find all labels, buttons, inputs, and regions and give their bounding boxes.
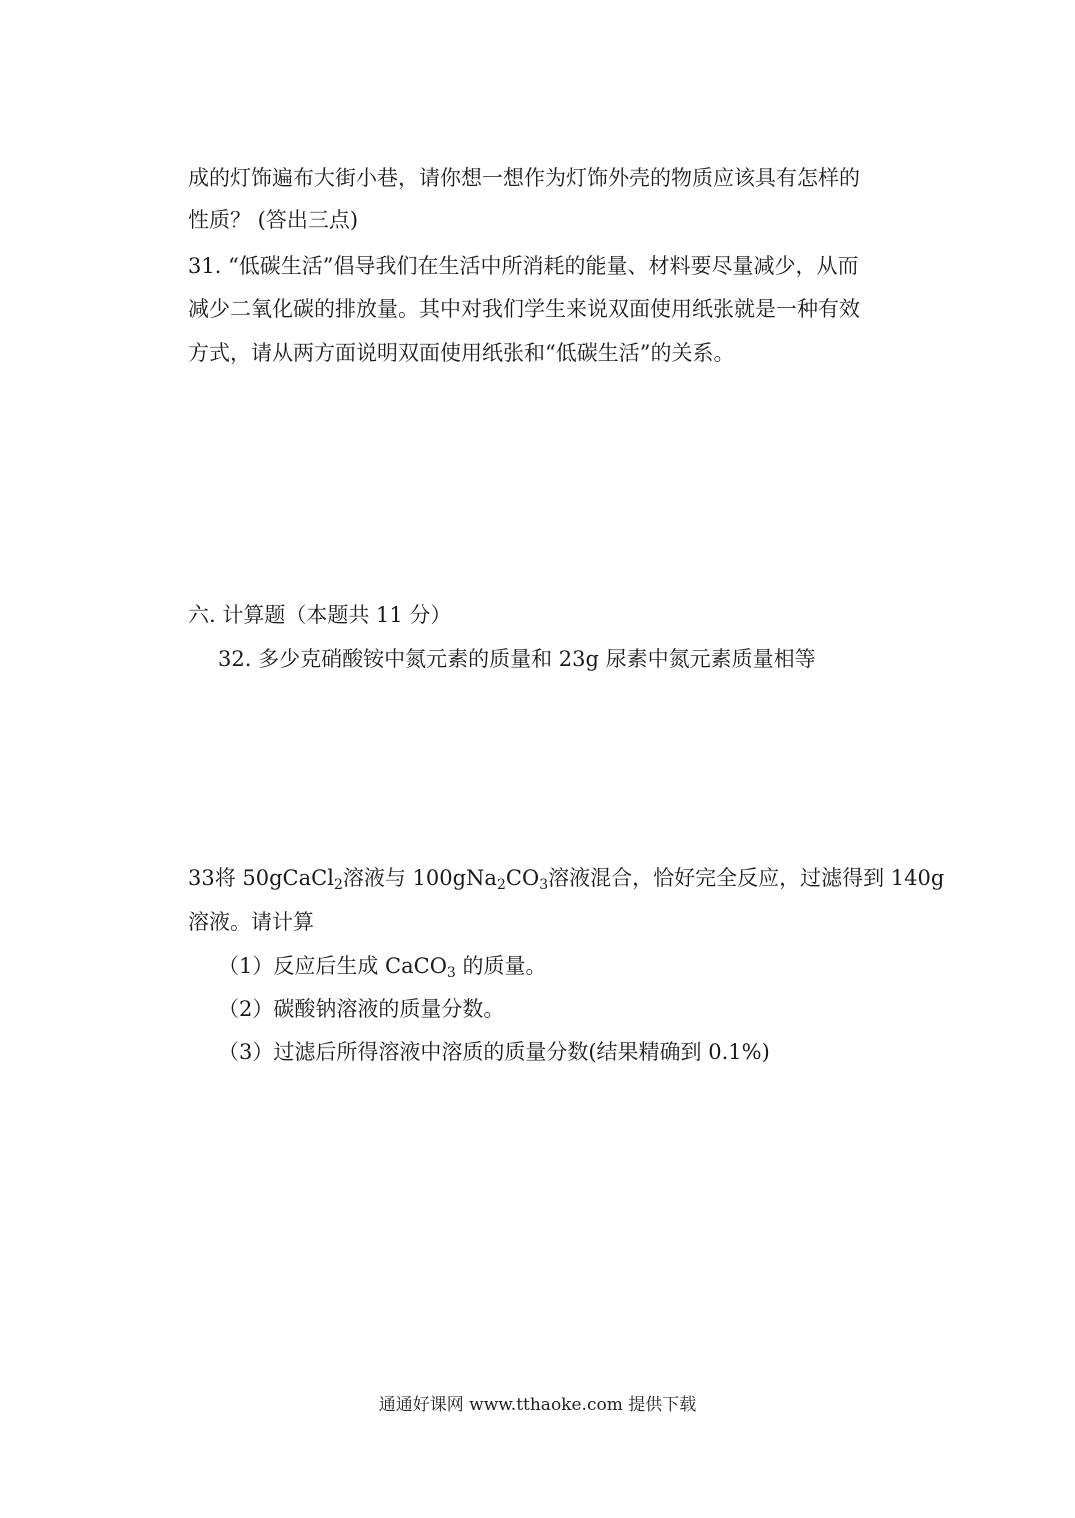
q33-p1-part-a: （1）反应后生成 CaCO (218, 954, 447, 978)
q33-l1-part-b: 溶液与 100gNa (342, 866, 497, 890)
q33-p1-part-b: 的质量。 (455, 954, 547, 978)
q33-p1-sub: 3 (446, 965, 456, 981)
q30-line-1: 成的灯饰遍布大街小巷，请你想一想作为灯饰外壳的物质应该具有怎样的 (188, 166, 860, 190)
q33-l1-sub-1: 2 (333, 877, 343, 893)
q33-l1-part-d: 溶液混合，恰好完全反应，过滤得到 140g (548, 866, 945, 890)
q33-l1-part-c: CO (505, 866, 540, 890)
q33-part-2: （2）碳酸钠溶液的质量分数。 (218, 997, 505, 1021)
q33-l1-sub-3: 3 (539, 877, 549, 893)
q31-line-2: 减少二氧化碳的排放量。其中对我们学生来说双面使用纸张就是一种有效 (188, 297, 860, 321)
q33-l1-sub-2: 2 (496, 877, 506, 893)
section-6-heading: 六. 计算题（本题共 11 分） (188, 603, 452, 627)
q30-line-2: 性质？ (答出三点) (188, 208, 359, 232)
q33-line-1 (188, 866, 945, 893)
q33-part-1 (218, 954, 547, 981)
q32-text: 32. 多少克硝酸铵中氮元素的质量和 23g 尿素中氮元素质量相等 (218, 647, 816, 671)
q31-line-1: 31. “低碳生活”倡导我们在生活中所消耗的能量、材料要尽量减少，从而 (188, 254, 859, 278)
q31-line-3: 方式，请从两方面说明双面使用纸张和“低碳生活”的关系。 (188, 341, 735, 365)
q33-l1-part-a: 33将 50gCaCl (188, 866, 334, 890)
q33-part-3: （3）过滤后所得溶液中溶质的质量分数(结果精确到 0.1%) (218, 1040, 770, 1064)
q33-line-2: 溶液。请计算 (188, 910, 314, 934)
footer-source: 通通好课网 www.tthaoke.com 提供下载 (378, 1395, 697, 1415)
